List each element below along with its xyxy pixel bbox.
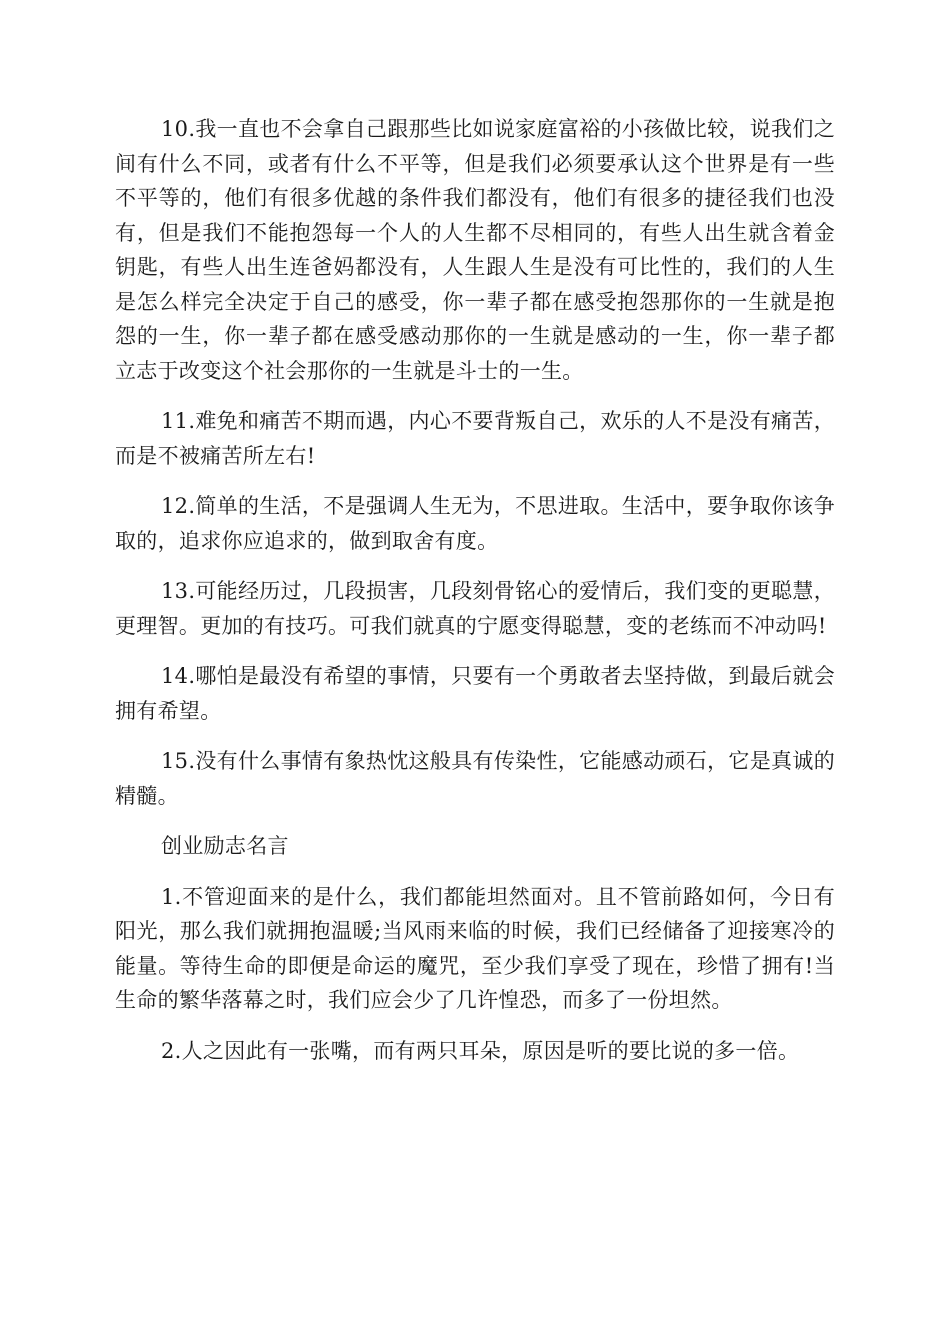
quote-paragraph-11: 11.难免和痛苦不期而遇，内心不要背叛自己，欢乐的人不是没有痛苦，而是不被痛苦所左右!: [115, 409, 835, 468]
startup-quote-2: 2.人之因此有一张嘴，而有两只耳朵，原因是听的要比说的多一倍。: [161, 1038, 800, 1063]
quote-paragraph-12: 12.简单的生活，不是强调人生无为，不思进取。生活中，要争取你该争取的，追求你应追求的，做到取舍有度。: [115, 494, 835, 553]
quote-paragraph-10: 10.我一直也不会拿自己跟那些比如说家庭富裕的小孩做比较，说我们之间有什么不同，或者有什么不平等，但是我们必须要承认这个世界是有一些不平等的，他们有很多优越的条件我们都没有，他们有很多的捷径我们也没有，但是我们不能抱怨每一个人的人生都不尽相同的，有些人出生就含着金钥匙，有些人出生连爸妈都没有，人生跟人生是没有可比性的，我们的人生是怎么样完全决定于自己的感受，你一辈子都在感受抱怨那你的一生就是抱怨的一生，你一辈子都在感受感动那你的一生就是感动的一生，你一辈子都立志于改变这个社会那你的一生就是斗士的一生。: [115, 117, 835, 383]
quote-paragraph-13: 13.可能经历过，几段损害，几段刻骨铭心的爱情后，我们变的更聪慧，更理智。更加的有技巧。可我们就真的宁愿变得聪慧，变的老练而不冲动吗!: [115, 579, 835, 638]
quote-paragraph-14: 14.哪怕是最没有希望的事情，只要有一个勇敢者去坚持做，到最后就会拥有希望。: [115, 664, 835, 723]
startup-quote-1: 1.不管迎面来的是什么，我们都能坦然面对。且不管前路如何，今日有阳光，那么我们就拥抱温暖;当风雨来临的时候，我们已经储备了迎接寒冷的能量。等待生命的即便是命运的魔咒，至少我们享受了现在，珍惜了拥有!当生命的繁华落幕之时，我们应会少了几许惶恐，而多了一份坦然。: [115, 884, 835, 1012]
quote-paragraph-15: 15.没有什么事情有象热忱这般具有传染性，它能感动顽石，它是真诚的精髓。: [115, 749, 835, 808]
document-body: [115, 112, 835, 1084]
section-heading: 创业励志名言: [161, 834, 289, 858]
